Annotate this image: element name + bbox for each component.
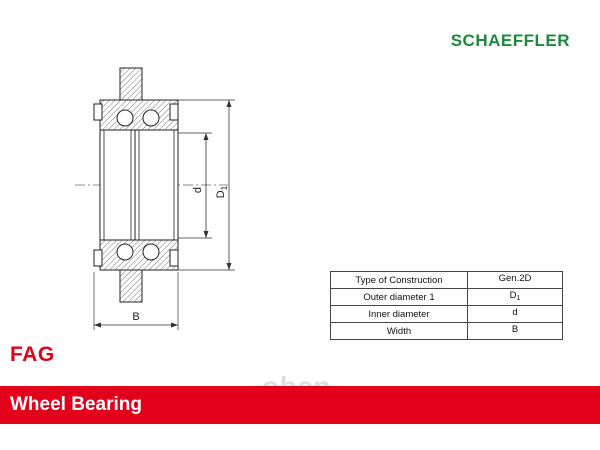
label-d: d (192, 186, 204, 194)
flange-bottom (120, 270, 142, 302)
spec-table (330, 271, 563, 340)
flange-top (120, 68, 142, 100)
spec-key: Outer diameter 1 (331, 289, 468, 306)
ball-top-right (143, 110, 159, 126)
seal-top-right (170, 104, 178, 120)
table-row (331, 306, 563, 323)
inner-ring-left (100, 130, 135, 240)
table-row (331, 323, 563, 340)
title-bar (0, 386, 600, 424)
spec-value: $D_1$ (468, 289, 563, 306)
seal-bottom-right (170, 250, 178, 266)
label-B: B (132, 311, 140, 323)
seal-top-left (94, 104, 102, 120)
ball-bottom-left (117, 244, 133, 260)
ball-bottom-right (143, 244, 159, 260)
label-D1: $D_1$ (215, 185, 229, 199)
outer-ring-bottom (100, 240, 178, 270)
spec-value: Gen.2D (468, 272, 563, 289)
product-title: Wheel Bearing (10, 394, 142, 415)
ball-top-left (117, 110, 133, 126)
spec-key: Inner diameter (331, 306, 468, 323)
schaeffler-logo: SCHAEFFLER (450, 31, 570, 50)
spec-value: d (468, 306, 563, 323)
table-row (331, 289, 563, 306)
inner-ring-right (135, 130, 178, 240)
fag-logo: FAG (10, 343, 55, 366)
spec-key: Width (331, 323, 468, 340)
spec-value: B (468, 323, 563, 340)
outer-ring-top (100, 100, 178, 130)
table-row (331, 272, 563, 289)
seal-bottom-left (94, 250, 102, 266)
spec-key: Type of Construction (331, 272, 468, 289)
